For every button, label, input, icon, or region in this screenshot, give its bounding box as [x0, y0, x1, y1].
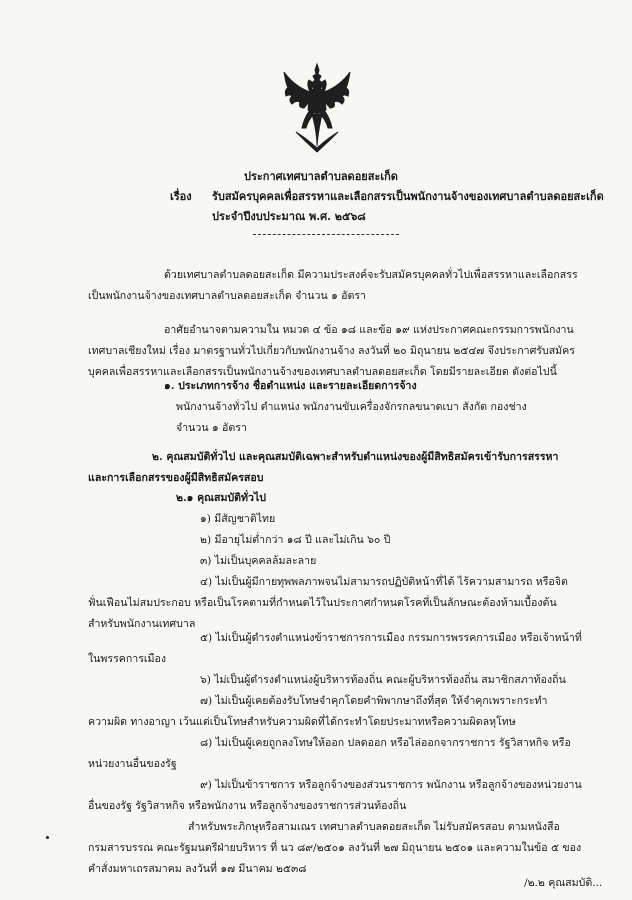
qualification-item-7-line-2: ความผิด ทางอาญา เว้นแต่เป็นโทษสำหรับความผิดที่ได้กระทำโดยประมาทหรือความผิดลหุโทษ	[88, 716, 516, 728]
section-2-title-line-2: และการเลือกสรรของผู้มีสิทธิสมัครสอบ	[88, 472, 264, 484]
paragraph-2-line-2: เทศบาลเชียงใหม่ เรื่อง มาตรฐานทั่วไปเกี่ยวกับพนักงานจ้าง ลงวันที่ ๒๐ มิถุนายน ๒๕๔๗ จึงประกาศรับสมัคร	[88, 345, 575, 357]
subject-text: รับสมัครบุคคลเพื่อสรรหาและเลือกสรรเป็นพนักงานจ้างของเทศบาลตำบลดอยสะเก็ด	[212, 190, 604, 203]
qualification-item-2: ๒) มีอายุไม่ต่ำกว่า ๑๘ ปี และไม่เกิน ๖๐ ปี	[200, 534, 391, 546]
fiscal-year: ประจำปีงบประมาณ พ.ศ. ๒๕๖๘	[212, 210, 366, 223]
paragraph-2-line-1: อาศัยอำนาจตามความใน หมวด ๔ ข้อ ๑๘ และข้อ ๑๙ แห่งประกาศคณะกรรมการพนักงาน	[164, 324, 574, 336]
qualification-item-8-line-1: ๘) ไม่เป็นผู้เคยถูกลงโทษให้ออก ปลดออก หรือไล่ออกจากราชการ รัฐวิสาหกิจ หรือ	[200, 737, 571, 749]
section-1-title: ๑. ประเภทการจ้าง ชื่อตำแหน่ง และรายละเอียดการจ้าง	[164, 380, 417, 392]
section-2-title-line-1: ๒. คุณสมบัติทั่วไป และคุณสมบัติเฉพาะสำหรับตำแหน่งของผู้มีสิทธิสมัครเข้ารับการสรรหา	[152, 451, 559, 463]
qualification-item-9-line-2: อื่นของรัฐ รัฐวิสาหกิจ หรือพนักงาน หรือลูกจ้างของราชการส่วนท้องถิ่น	[88, 800, 407, 812]
monk-note-line-1: สำหรับพระภิกษุหรือสามเณร เทศบาลตำบลดอยสะเก็ด ไม่รับสมัครสอบ ตามหนังสือ	[188, 821, 560, 833]
qualification-item-6: ๖) ไม่เป็นผู้ดำรงตำแหน่งผู้บริหารท้องถิ่น คณะผู้บริหารท้องถิ่น สมาชิกสภาท้องถิ่น	[200, 674, 566, 686]
section-1-line-1: พนักงานจ้างทั่วไป ตำแหน่ง พนักงานขับเครื่องจักรกลขนาดเบา สังกัด กองช่าง	[176, 401, 527, 413]
qualification-item-9-line-1: ๙) ไม่เป็นข้าราชการ หรือลูกจ้างของส่วนราชการ พนักงาน หรือลูกจ้างของหน่วยงาน	[200, 779, 582, 791]
qualification-item-4-line-3: สำหรับพนักงานเทศบาล	[88, 618, 196, 630]
paragraph-1-line-1: ด้วยเทศบาลตำบลดอยสะเก็ด มีความประสงค์จะรับสมัครบุคคลทั่วไปเพื่อสรรหาและเลือกสรร	[164, 269, 578, 281]
paragraph-1-line-2: เป็นพนักงานจ้างของเทศบาลตำบลดอยสะเก็ด จำนวน ๑ อัตรา	[88, 290, 367, 302]
scan-speck	[46, 836, 49, 839]
section-2-1-title: ๒.๑ คุณสมบัติทั่วไป	[176, 492, 267, 504]
header-separator	[253, 234, 399, 235]
qualification-item-3: ๓) ไม่เป็นบุคคลล้มละลาย	[200, 555, 317, 567]
qualification-item-8-line-2: หน่วยงานอื่นของรัฐ	[88, 758, 177, 770]
qualification-item-5-line-1: ๕) ไม่เป็นผู้ดำรงตำแหน่งข้าราชการการเมือง กรรมการพรรคการเมือง หรือเจ้าหน้าที่	[200, 632, 582, 644]
monk-note-line-3: คำสั่งมหาเถรสมาคม ลงวันที่ ๑๗ มีนาคม ๒๕๓๘	[88, 863, 307, 875]
monk-note-line-2: กรมสารบรรณ คณะรัฐมนตรีฝ่ายบริหาร ที่ นว ๘๙/๒๕๐๑ ลงวันที่ ๒๗ มิถุนายน ๒๕๐๑ และความในข้อ ๕ ของ	[88, 842, 582, 854]
qualification-item-4-line-2: ฟั่นเฟือนไม่สมประกอบ หรือเป็นโรคตามที่กำหนดไว้ในประกาศกำหนดโรคที่เป็นลักษณะต้องห้ามเบื้องต้น	[88, 597, 557, 609]
qualification-item-7-line-1: ๗) ไม่เป็นผู้เคยต้องรับโทษจำคุกโดยคำพิพากษาถึงที่สุด ให้จำคุกเพราะกระทำ	[200, 695, 548, 707]
garuda-emblem-icon	[282, 62, 352, 154]
qualification-item-5-line-2: ในพรรคการเมือง	[88, 653, 167, 665]
qualification-item-4-line-1: ๔) ไม่เป็นผู้มีกายทุพพลภาพจนไม่สามารถปฏิบัติหน้าที่ได้ ไร้ความสามารถ หรือจิต	[200, 576, 568, 588]
paragraph-2-line-3: บุคคลเพื่อสรรหาและเลือกสรรเป็นพนักงานจ้างของเทศบาลตำบลดอยสะเก็ด โดยมีรายละเอียด ดังต่อไปนี้	[88, 366, 557, 378]
continued-marker: /๒.๒ คุณสมบัติ...	[524, 877, 603, 889]
section-1-line-2: จำนวน ๑ อัตรา	[176, 422, 247, 434]
subject-label: เรื่อง	[170, 190, 192, 203]
announcement-title: ประกาศเทศบาลตำบลดอยสะเก็ด	[244, 170, 398, 183]
qualification-item-1: ๑) มีสัญชาติไทย	[200, 513, 276, 525]
